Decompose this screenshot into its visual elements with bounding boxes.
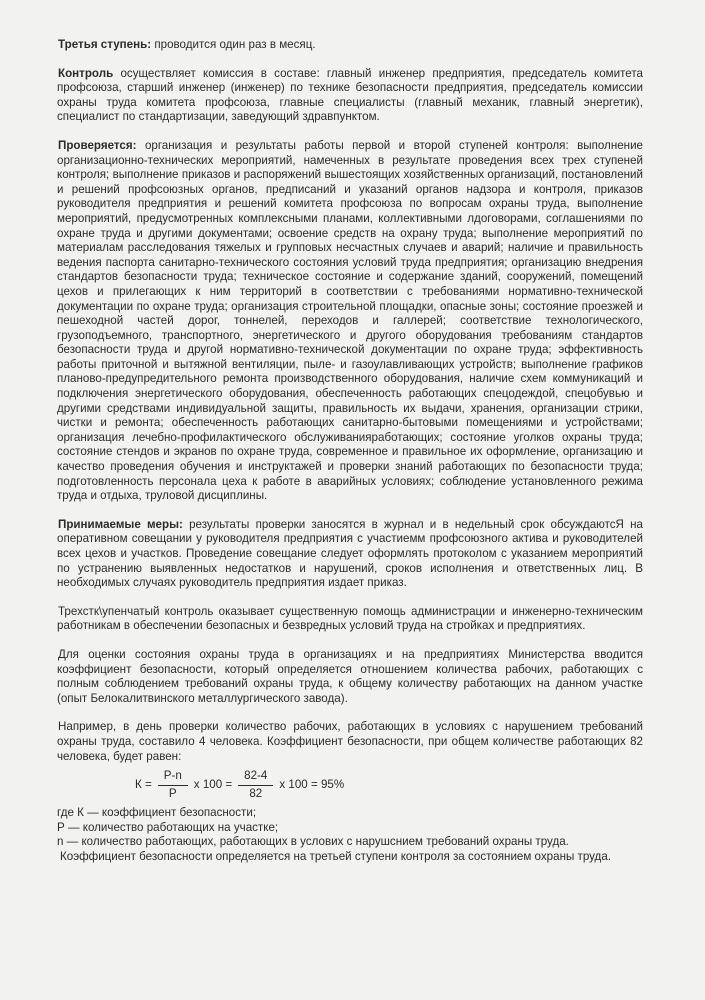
- text-measures: результаты проверки заносятся в журнал и в недельный срок обсуждаютсЯ на оперативном совещании у руководителя предприятия с участиемм профсоюзного актива и руководителей всех цехов и участков. Проведение совещание следует оформлять протоколом с указанием мероприятий по устранению выявленных недостатков и нарушений, сроков исполнения и ответственных лиц. В необходимых случаях руководитель предприятия издает приказ.: [57, 517, 643, 590]
- paragraph-measures: [57, 518, 643, 591]
- formula-fraction-values: [238, 769, 273, 801]
- paragraph-safety-coefficient: Для оценки состояния охраны труда в организациях и на предприятиях Министерства вводится коэффициент безопасности, который определяется отношением количества рабочих, работающих с полным соблюдением требований охраны труда, к общему количеству работающих на данном участке (опыт Белокалитвинского металлургического завода).: [57, 647, 643, 705]
- formula-definitions: [57, 806, 643, 850]
- paragraph-coefficient-stage: Коэффициент безопасности определяется на третьей ступени контроля за состоянием охраны труда.: [60, 849, 611, 863]
- formula-fraction-general: [158, 769, 188, 801]
- safety-coefficient-formula: [135, 768, 643, 802]
- text-control: осуществляет комиссия в составе: главный инженер предприятия, председатель комитета профсоюза, старший инженер (инженер) по технике безопасности предприятия, председатель комиссии охраны труда комитета профсоюза, главные специалисты (главный механик, главный энергетик), специалист по стандартизации, заведующий здравпунктом.: [57, 66, 643, 124]
- paragraph-checked: [57, 139, 643, 504]
- term-third-stage: Третья ступень:: [58, 38, 152, 51]
- paragraph-control: [57, 67, 643, 125]
- formula-fraction-values-denominator: 82: [249, 786, 263, 800]
- formula-lhs: К =: [135, 777, 152, 791]
- formula-fraction-general-denominator: Р: [168, 786, 177, 800]
- formula-fraction-general-numerator: Р-n: [158, 769, 188, 786]
- paragraph-third-stage: [57, 38, 643, 53]
- paragraph-three-stage-control: Трехстк\упенчатый контроль оказывает существенную помощь администрации и инженерно-техническим работникам в обеспечении безопасных и безвредных условий труда на стройках и предприятиях.: [57, 604, 643, 633]
- term-measures: Принимаемые меры:: [58, 517, 183, 531]
- formula-fraction-values-numerator: 82-4: [238, 769, 273, 786]
- definition-p: Р — количество работающих на участке;: [57, 820, 279, 834]
- term-control: Контроль: [58, 66, 114, 80]
- text-checked: организация и результаты работы первой и второй ступеней контроля: выполнение организационно-технических мероприятий, намеченных в результате проведения всех трех ступеней контроля; выполнение приказов и распоряжений вышестоящих хозяйственных организаций, постановлений и решений профсоюзных органов, предписаний и указаний органов надзора и контроля, приказов руководителя предприятия и решений комитета профсоюза по вопросам охраны труда, выполнение мероприятий, предусмотренных комплексными планами, коллективными лдоговорами, соглашениями по охране труда и другими документами; освоение средств на охрану труда; выполнение мероприятий по материалам расследования тяжелых и групповых несчастных случаев и аварий; наличие и правильность ведения паспорта санитарно-технического состояния условий труда предприятия; организацию внедрения стандартов безопасности труда; техническое состояние и содержание зданий, сооружений, помещений цехов и прилегающих к ним территорий в соответствии с требованиями нормативно-технической документации по охране труда; организация строительной площадки, опасные зоны; состояние проезжей и пешеходной частей дорог, тоннелей, переходов и галлерей; соответствие технологического, грузоподъемного, транспортного, энергетического и другого оборудования требованиям стандартов безопасности труда и другой нормативно-технической документации по охране труда; эффективность работы приточной и вытяжной вентиляции, пыле- и газоулавливающих устройств; выполнение графиков планово-предупредительного ремонта производственного оборудования, наличие схем коммуникаций и подключения энергетического оборудования, обеспеченность работающих спецодеждой, спецобувью и другими средствами индивидуальной защиты, правильность их выдачи, хранения, организации стрики, чистки и ремонта; обеспеченность работающих санитарно-бытовыми помещениями и устройствами; организация лечебно-профилактического обслуживанияработающих; состояние уголков охраны труда; состояние стендов и экранов по охране труда, современное и правильное их оформление, организацию и качество проведения обучения и инструктажей и проверки знаний работающих по безопасности труда; подготовленность персонала цеха к работе в аварийных условиях; соблюдение установленного режима труда и отдыха, труловой дисциплины.: [57, 138, 643, 503]
- paragraph-example: Например, в день проверки количество рабочих, работающих в условиях с нарушением требований охраны труда, составило 4 человека. Коэффициент безопасности, при общем количестве работающих 82 человека, будет равен:: [57, 720, 643, 763]
- text-third-stage: проводится один раз в месяц.: [151, 38, 316, 51]
- term-checked: Проверяется:: [58, 138, 137, 152]
- formula-rhs: х 100 = 95%: [279, 777, 345, 791]
- definition-n: n — количество работающих, работающих в услових с нарушснием требований охраны труда.: [57, 835, 569, 849]
- definition-k: где К — коэффициент безопасности;: [57, 806, 257, 820]
- formula-mid: х 100 =: [193, 777, 233, 791]
